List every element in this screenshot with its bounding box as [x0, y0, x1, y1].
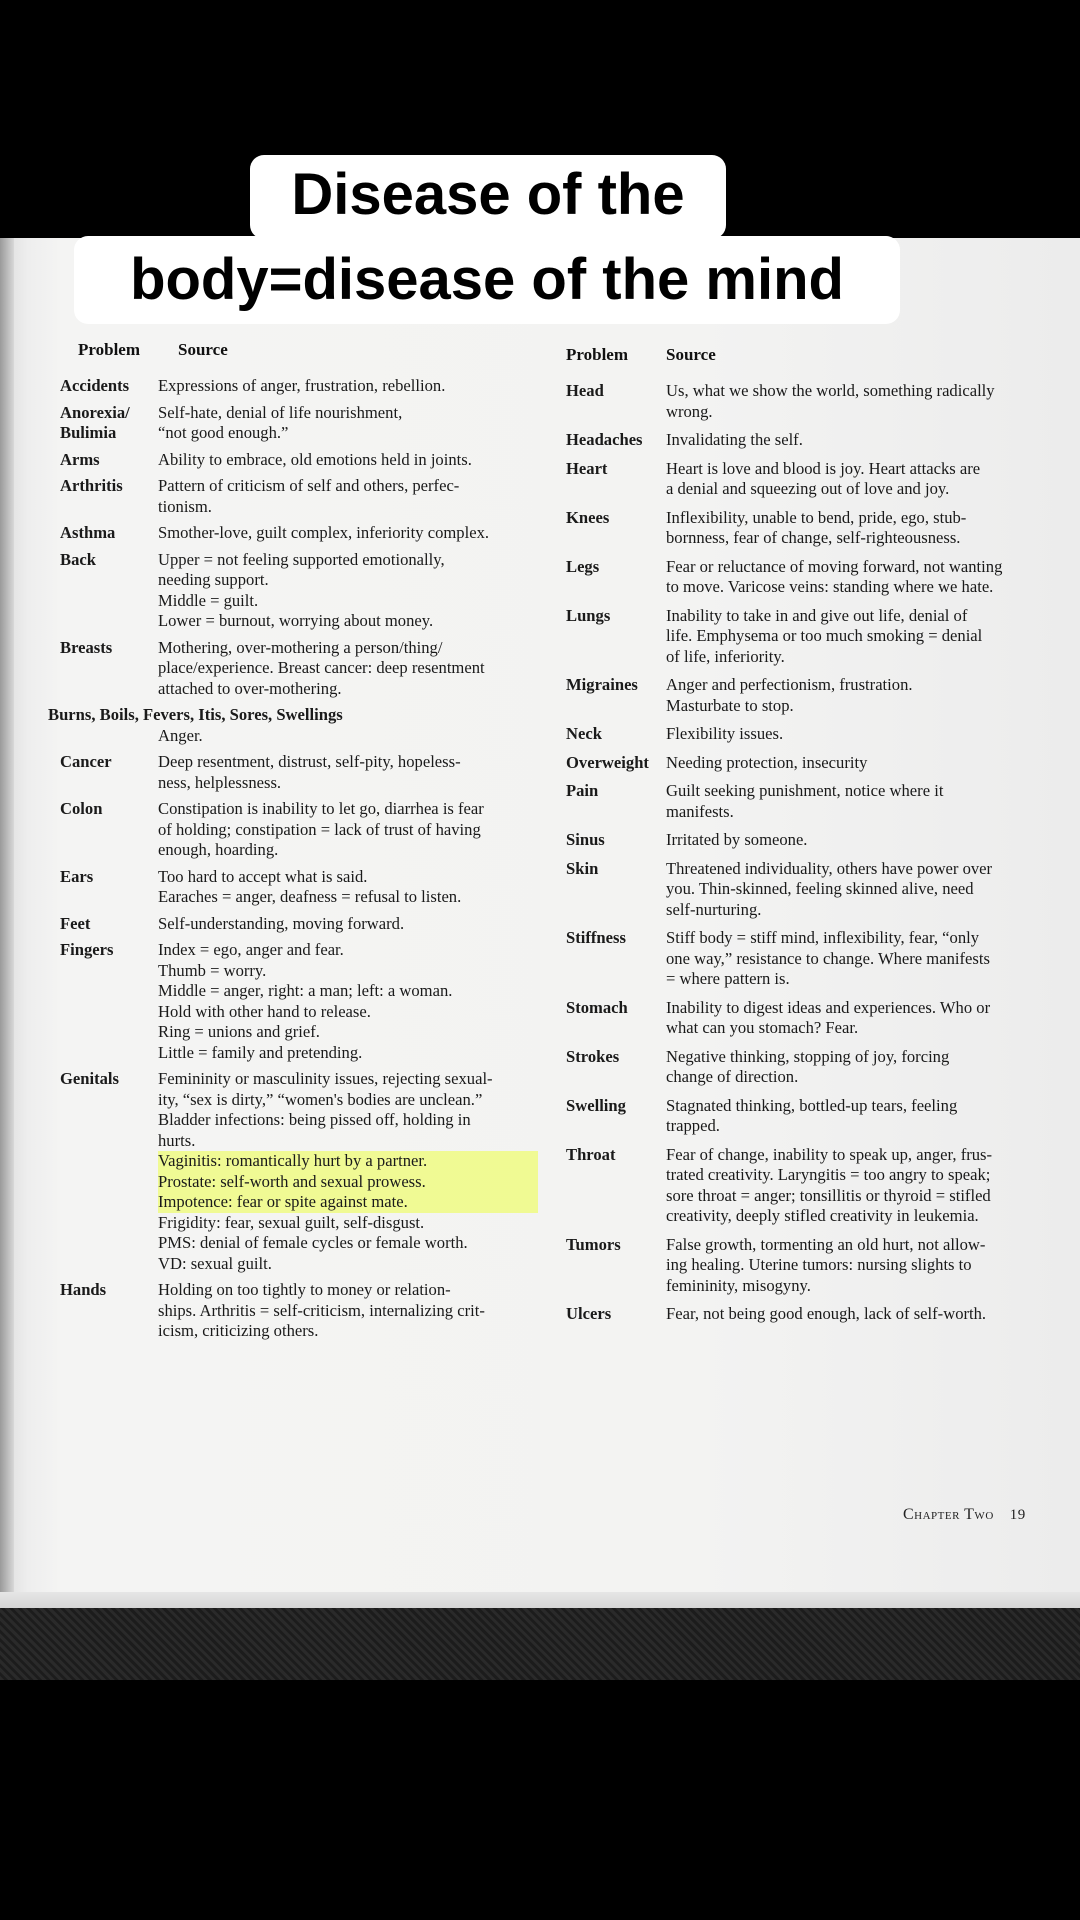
entry-accidents [48, 376, 538, 397]
source-line: Masturbate to stop. [666, 695, 794, 715]
source-line: trapped. [666, 1116, 720, 1135]
entry-source [666, 830, 1046, 851]
entry-source [158, 914, 538, 935]
entry-swelling [566, 1096, 1046, 1137]
page-edge-shadow [0, 238, 14, 1608]
source-line: Inflexibility, unable to bend, pride, ego, stub- [666, 507, 967, 527]
entry-source [666, 675, 1046, 716]
entry-knees [566, 508, 1046, 549]
source-line: Anger and perfectionism, frustration. [666, 675, 913, 694]
entry-source [158, 450, 538, 471]
source-line: Negative thinking, stopping of joy, forcing [666, 1046, 950, 1066]
source-line: wrong. [666, 401, 713, 421]
entry-term: Stomach [566, 997, 628, 1017]
entry-source [666, 1047, 1046, 1088]
source-line: Stiff body = stiff mind, inflexibility, fear, “only [666, 928, 980, 947]
source-line: Prostate: self-worth and sexual prowess. [158, 1172, 538, 1193]
source-line: Constipation is inability to let go, diarrhea is fear [158, 799, 484, 818]
entry-source [666, 998, 1046, 1039]
entry-term: Migraines [566, 675, 638, 694]
source-line: self-nurturing. [666, 899, 762, 919]
right-header [566, 345, 1046, 375]
entry-source [666, 459, 1046, 500]
entry-term: Headaches [566, 430, 643, 449]
entry-source [158, 1280, 538, 1342]
source-line: what can you stomach? Fear. [666, 1018, 859, 1037]
source-line: sore throat = anger; tonsillitis or thyroid = stifled [666, 1185, 991, 1205]
source-line: Femininity or masculinity issues, rejecting sexual- [158, 1069, 493, 1088]
source-line: Us, what we show the world, something radically [666, 381, 995, 400]
source-line: Self-understanding, moving forward. [158, 913, 405, 933]
source-line: Middle = anger, right: a man; left: a woman. [158, 981, 453, 1000]
entry-source [158, 638, 538, 700]
entry-term: Accidents [60, 376, 130, 395]
entry-source [158, 799, 538, 861]
source-line: Needing protection, insecurity [666, 752, 868, 772]
right-entry-list [566, 381, 1046, 1325]
source-line: enough, hoarding. [158, 840, 279, 859]
entry-term: Feet [60, 913, 91, 933]
source-line: Fear of change, inability to speak up, anger, frus- [666, 1144, 993, 1164]
left-entry-list [48, 376, 538, 699]
caption-line-1: Disease of the [250, 155, 726, 239]
problem-header: Problem [566, 345, 629, 364]
source-line: creativity, deeply stifled creativity in leukemia. [666, 1206, 979, 1225]
entry-source [666, 1235, 1046, 1297]
page-footer [903, 1506, 1026, 1524]
entry-lungs [566, 606, 1046, 668]
entry-source [158, 752, 538, 793]
source-line: Inability to digest ideas and experiences. Who or [666, 997, 991, 1017]
entry-term: Asthma [60, 523, 116, 542]
entry-fingers [48, 940, 538, 1063]
entry-source [666, 781, 1046, 822]
source-line: of holding; constipation = lack of trust of having [158, 819, 481, 839]
entry-term: Sinus [566, 830, 605, 849]
entry-arms [48, 450, 538, 471]
source-line: femininity, misogyny. [666, 1275, 811, 1295]
entry-source [666, 430, 1046, 451]
entry-source [158, 523, 538, 544]
left-entry-list-2 [48, 752, 538, 1342]
source-line: VD: sexual guilt. [158, 1253, 272, 1273]
source-line: Self-hate, denial of life nourishment, [158, 402, 403, 422]
source-line: manifests. [666, 801, 734, 821]
entry-ulcers [566, 1304, 1046, 1325]
source-line: Expressions of anger, frustration, rebellion. [158, 376, 446, 395]
source-line: change of direction. [666, 1067, 799, 1086]
entry-term: Lungs [566, 605, 611, 625]
source-line: PMS: denial of female cycles or female worth. [158, 1233, 468, 1252]
source-line: Smother-love, guilt complex, inferiority complex. [158, 523, 490, 542]
entry-term: Arthritis [60, 476, 123, 495]
entry-term: Swelling [566, 1095, 626, 1115]
source-line: ships. Arthritis = self-criticism, internalizing crit- [158, 1300, 485, 1320]
source-line: Ability to embrace, old emotions held in joints. [158, 449, 472, 469]
source-line: Little = family and pretending. [158, 1042, 363, 1062]
source-line: Holding on too tightly to money or relation- [158, 1280, 451, 1299]
source-line: tionism. [158, 496, 212, 516]
source-line: one way,” resistance to change. Where manifests [666, 948, 990, 968]
entry-source [666, 753, 1046, 774]
source-line: Impotence: fear or spite against mate. [158, 1192, 538, 1213]
source-line: Lower = burnout, worrying about money. [158, 611, 434, 630]
entry-ears [48, 867, 538, 908]
source-line: Irritated by someone. [666, 830, 808, 849]
entry-source [666, 1096, 1046, 1137]
entry-anorexia-bulimia [48, 403, 538, 444]
entry-skin [566, 859, 1046, 921]
entry-term: Ulcers [566, 1304, 612, 1323]
source-line: needing support. [158, 570, 269, 589]
left-header [48, 340, 538, 370]
source-line: hurts. [158, 1130, 196, 1150]
source-line: to move. Varicose veins: standing where we hate. [666, 577, 994, 596]
source-line: life. Emphysema or too much smoking = denial [666, 626, 983, 645]
source-line: Deep resentment, distrust, self-pity, hopeless- [158, 752, 461, 771]
entry-legs [566, 557, 1046, 598]
source-line: Stagnated thinking, bottled-up tears, feeling [666, 1095, 958, 1115]
entry-source [158, 867, 538, 908]
source-line: Too hard to accept what is said. [158, 866, 368, 886]
entry-source [666, 859, 1046, 921]
source-header: Source [666, 345, 716, 364]
entry-tumors [566, 1235, 1046, 1297]
entry-term: Strokes [566, 1046, 620, 1066]
entry-back [48, 550, 538, 632]
entry-source [158, 403, 538, 444]
entry-hands [48, 1280, 538, 1342]
entry-source [158, 550, 538, 632]
entry-arthritis [48, 476, 538, 517]
entry-stiffness [566, 928, 1046, 990]
entry-overweight [566, 753, 1046, 774]
entry-term: Ears [60, 866, 94, 886]
source-line: Invalidating the self. [666, 430, 803, 449]
entry-source [666, 928, 1046, 990]
entry-source [158, 376, 538, 397]
entry-source [158, 1069, 538, 1274]
source-line: of life, inferiority. [666, 646, 785, 666]
entry-headaches [566, 430, 1046, 451]
entry-term: Breasts [60, 637, 113, 657]
source-line: bornness, fear of change, self-righteousness. [666, 528, 961, 547]
source-line: Inability to take in and give out life, denial of [666, 605, 968, 625]
burns-boils-source: Anger. [158, 725, 203, 745]
entry-throat [566, 1145, 1046, 1227]
source-line: Pattern of criticism of self and others, perfec- [158, 476, 460, 495]
entry-pain [566, 781, 1046, 822]
fabric-surface [0, 1608, 1080, 1680]
entry-neck [566, 724, 1046, 745]
entry-migraines [566, 675, 1046, 716]
entry-term: Neck [566, 724, 602, 743]
caption-line-2: body=disease of the mind [74, 236, 900, 324]
entry-source [666, 724, 1046, 745]
entry-term: Legs [566, 556, 600, 576]
entry-term: Cancer [60, 752, 112, 771]
source-line: ing healing. Uterine tumors: nursing slights to [666, 1255, 972, 1274]
source-line: Guilt seeking punishment, notice where it [666, 781, 944, 800]
source-line: Frigidity: fear, sexual guilt, self-disgust. [158, 1212, 425, 1232]
entry-source [666, 557, 1046, 598]
entry-source [158, 476, 538, 517]
source-line: Flexibility issues. [666, 724, 784, 743]
source-header: Source [178, 340, 228, 359]
source-line: icism, criticizing others. [158, 1321, 319, 1340]
entry-term: Tumors [566, 1234, 621, 1254]
entry-strokes [566, 1047, 1046, 1088]
entry-sinus [566, 830, 1046, 851]
entry-term: Arms [60, 449, 100, 469]
entry-term: Knees [566, 507, 610, 527]
entry-heart [566, 459, 1046, 500]
entry-term: Back [60, 549, 96, 569]
source-line: Earaches = anger, deafness = refusal to listen. [158, 887, 462, 906]
entry-term: Hands [60, 1280, 107, 1299]
source-line: Index = ego, anger and fear. [158, 940, 344, 959]
chapter-label: Chapter Two [903, 1506, 994, 1523]
source-line: Middle = guilt. [158, 590, 259, 610]
entry-colon [48, 799, 538, 861]
entry-source [666, 508, 1046, 549]
source-line: a denial and squeezing out of love and joy. [666, 479, 950, 498]
source-line: Bladder infections: being pissed off, holding in [158, 1110, 471, 1129]
source-line: False growth, tormenting an old hurt, not allow- [666, 1234, 986, 1254]
entry-genitals [48, 1069, 538, 1274]
entry-term: Anorexia/ Bulimia [60, 402, 130, 442]
page-number: 19 [1009, 1507, 1026, 1523]
entry-source [666, 1304, 1046, 1325]
entry-term: Pain [566, 781, 599, 800]
entry-source [666, 1145, 1046, 1227]
source-line: = where pattern is. [666, 969, 790, 988]
entry-source [666, 381, 1046, 422]
entry-term: Heart [566, 458, 608, 478]
source-line: you. Thin-skinned, feeling skinned alive, need [666, 879, 974, 898]
entry-stomach [566, 998, 1046, 1039]
source-line: ity, “sex is dirty,” “women's bodies are unclean.” [158, 1089, 483, 1109]
source-line: place/experience. Breast cancer: deep resentment [158, 658, 485, 677]
entry-source [666, 606, 1046, 668]
entry-term: Stiffness [566, 928, 626, 947]
entry-term: Overweight [566, 752, 649, 772]
entry-term: Genitals [60, 1069, 120, 1088]
left-column [48, 340, 538, 1348]
entry-term: Head [566, 381, 604, 400]
entry-asthma [48, 523, 538, 544]
source-line: trated creativity. Laryngitis = too angry to speak; [666, 1165, 991, 1184]
entry-term: Skin [566, 858, 599, 878]
source-line: Threatened individuality, others have power over [666, 858, 993, 878]
burns-boils-source-row [48, 726, 538, 747]
entry-term-spacer [48, 726, 158, 747]
source-line: Fear, not being good enough, lack of self-worth. [666, 1304, 987, 1323]
source-line: Vaginitis: romantically hurt by a partner. [158, 1151, 538, 1172]
entry-term: Colon [60, 799, 103, 818]
burns-boils-heading: Burns, Boils, Fevers, Itis, Sores, Swellings [48, 705, 343, 724]
entry-head [566, 381, 1046, 422]
source-line: Hold with other hand to release. [158, 1001, 371, 1021]
entry-feet [48, 914, 538, 935]
entry-breasts [48, 638, 538, 700]
source-line: Fear or reluctance of moving forward, not wanting [666, 556, 1003, 576]
source-line: Heart is love and blood is joy. Heart attacks are [666, 458, 981, 478]
source-line: ness, helplessness. [158, 772, 282, 792]
right-column [566, 345, 1046, 1333]
source-line: Mothering, over-mothering a person/thing/ [158, 637, 443, 657]
problem-header: Problem [78, 340, 141, 359]
source-line: “not good enough.” [158, 423, 289, 442]
source-line: Ring = unions and grief. [158, 1022, 320, 1041]
entry-term: Throat [566, 1144, 616, 1164]
source-line: attached to over-mothering. [158, 678, 342, 698]
source-line: Thumb = worry. [158, 960, 267, 980]
source-line: Upper = not feeling supported emotionally, [158, 549, 445, 569]
entry-source [158, 940, 538, 1063]
entry-cancer [48, 752, 538, 793]
entry-term: Fingers [60, 940, 114, 959]
